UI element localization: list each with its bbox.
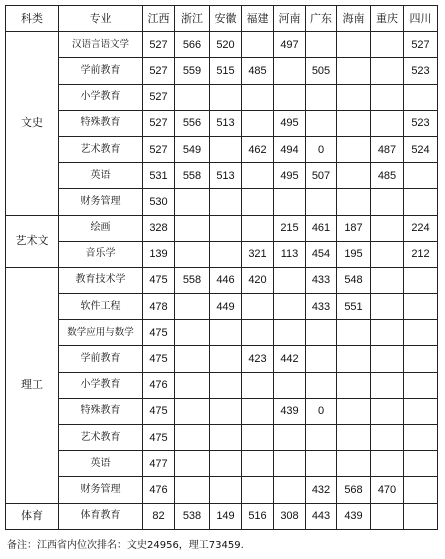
score-cell: 558: [175, 163, 210, 189]
score-cell: [210, 425, 242, 451]
major-cell: 财务管理: [59, 477, 143, 503]
column-header: 安徽: [210, 6, 242, 32]
score-cell: [337, 163, 371, 189]
score-cell: 527: [404, 32, 438, 58]
table-row: [6, 346, 438, 372]
major-cell: 学前教育: [59, 346, 143, 372]
major-cell: 数学应用与数学: [59, 320, 143, 346]
score-cell: [274, 372, 306, 398]
score-cell: 149: [210, 503, 242, 529]
score-cell: 475: [143, 267, 175, 293]
score-cell: [371, 425, 404, 451]
score-cell: [371, 215, 404, 241]
table-row: [6, 110, 438, 136]
score-cell: [306, 189, 337, 215]
score-cell: [210, 84, 242, 110]
score-cell: [242, 110, 274, 136]
score-cell: [274, 451, 306, 477]
major-cell: 特殊教育: [59, 110, 143, 136]
category-cell: 理工: [6, 267, 59, 503]
major-cell: 财务管理: [59, 189, 143, 215]
category-cell: 文史: [6, 32, 59, 215]
score-cell: 113: [274, 241, 306, 267]
score-cell: [242, 163, 274, 189]
score-cell: 432: [306, 477, 337, 503]
score-cell: 82: [143, 503, 175, 529]
score-cell: 0: [306, 398, 337, 424]
column-header: 河南: [274, 6, 306, 32]
score-cell: 494: [274, 136, 306, 162]
major-cell: 绘画: [59, 215, 143, 241]
score-cell: 224: [404, 215, 438, 241]
score-cell: 505: [306, 58, 337, 84]
score-cell: [210, 320, 242, 346]
score-cell: [306, 346, 337, 372]
major-cell: 汉语言语文学: [59, 32, 143, 58]
score-cell: [404, 425, 438, 451]
score-cell: 446: [210, 267, 242, 293]
footnote: 备注：江西省内位次排名：文史24956，理工73459.: [7, 540, 244, 551]
score-cell: [175, 320, 210, 346]
major-cell: 小学教育: [59, 372, 143, 398]
score-cell: [371, 372, 404, 398]
score-cell: [274, 294, 306, 320]
table-row: [6, 163, 438, 189]
score-cell: [337, 346, 371, 372]
score-cell: [306, 372, 337, 398]
score-cell: [404, 267, 438, 293]
score-cell: 443: [306, 503, 337, 529]
score-cell: [242, 451, 274, 477]
column-header: 福建: [242, 6, 274, 32]
score-cell: 187: [337, 215, 371, 241]
score-cell: 566: [175, 32, 210, 58]
score-cell: [337, 110, 371, 136]
score-cell: [404, 346, 438, 372]
score-cell: 462: [242, 136, 274, 162]
score-cell: 423: [242, 346, 274, 372]
score-cell: 487: [371, 136, 404, 162]
score-cell: 527: [143, 136, 175, 162]
score-cell: [404, 372, 438, 398]
table-row: [6, 32, 438, 58]
table-row: [6, 398, 438, 424]
score-cell: [175, 346, 210, 372]
score-cell: [306, 32, 337, 58]
score-cell: [242, 425, 274, 451]
score-cell: 439: [337, 503, 371, 529]
score-cell: 515: [210, 58, 242, 84]
score-cell: [274, 84, 306, 110]
score-cell: [404, 163, 438, 189]
score-cell: [242, 32, 274, 58]
table-row: [6, 84, 438, 110]
major-cell: 艺术教育: [59, 136, 143, 162]
table-row: [6, 320, 438, 346]
score-cell: [404, 294, 438, 320]
score-cell: 308: [274, 503, 306, 529]
score-cell: [404, 477, 438, 503]
score-cell: 476: [143, 477, 175, 503]
score-cell: 449: [210, 294, 242, 320]
score-cell: 495: [274, 163, 306, 189]
score-cell: [371, 294, 404, 320]
score-cell: 507: [306, 163, 337, 189]
score-cell: 439: [274, 398, 306, 424]
score-cell: [274, 320, 306, 346]
column-header: 四川: [404, 6, 438, 32]
major-cell: 英语: [59, 451, 143, 477]
column-header: 浙江: [175, 6, 210, 32]
score-cell: [274, 267, 306, 293]
score-cell: [210, 398, 242, 424]
score-cell: [337, 451, 371, 477]
table-row: [6, 372, 438, 398]
major-cell: 特殊教育: [59, 398, 143, 424]
score-cell: 538: [175, 503, 210, 529]
score-cell: [337, 398, 371, 424]
major-cell: 小学教育: [59, 84, 143, 110]
table-row: [6, 451, 438, 477]
category-cell: 体育: [6, 503, 59, 529]
score-cell: [242, 477, 274, 503]
score-cell: [210, 372, 242, 398]
score-cell: [404, 320, 438, 346]
table-row: [6, 294, 438, 320]
score-cell: [242, 294, 274, 320]
score-cell: 527: [143, 58, 175, 84]
table-row: [6, 425, 438, 451]
score-cell: [175, 372, 210, 398]
score-cell: [337, 189, 371, 215]
score-cell: [175, 215, 210, 241]
major-cell: 英语: [59, 163, 143, 189]
score-cell: 513: [210, 163, 242, 189]
score-cell: 558: [175, 267, 210, 293]
score-cell: [337, 425, 371, 451]
score-cell: [274, 477, 306, 503]
score-cell: [404, 189, 438, 215]
score-cell: 513: [210, 110, 242, 136]
score-cell: 531: [143, 163, 175, 189]
header-row: [6, 6, 438, 32]
score-cell: 475: [143, 346, 175, 372]
score-cell: 475: [143, 320, 175, 346]
score-cell: [274, 189, 306, 215]
score-cell: 527: [143, 84, 175, 110]
score-cell: [242, 189, 274, 215]
score-cell: 548: [337, 267, 371, 293]
score-cell: 321: [242, 241, 274, 267]
score-cell: [274, 58, 306, 84]
score-cell: 556: [175, 110, 210, 136]
score-cell: [175, 189, 210, 215]
score-cell: 433: [306, 267, 337, 293]
score-cell: 442: [274, 346, 306, 372]
score-cell: [175, 84, 210, 110]
score-cell: [337, 84, 371, 110]
score-cell: [371, 189, 404, 215]
score-table: [5, 5, 438, 530]
score-cell: 470: [371, 477, 404, 503]
score-cell: 527: [143, 32, 175, 58]
score-cell: [210, 136, 242, 162]
table-row: [6, 503, 438, 529]
score-cell: 530: [143, 189, 175, 215]
score-cell: [371, 398, 404, 424]
score-cell: 559: [175, 58, 210, 84]
score-cell: [242, 398, 274, 424]
major-cell: 软件工程: [59, 294, 143, 320]
score-cell: 328: [143, 215, 175, 241]
score-cell: [210, 477, 242, 503]
table-body: [6, 32, 438, 530]
major-cell: 学前教育: [59, 58, 143, 84]
score-cell: [404, 503, 438, 529]
score-cell: [306, 84, 337, 110]
score-cell: 139: [143, 241, 175, 267]
table-row: [6, 215, 438, 241]
score-cell: 523: [404, 58, 438, 84]
table-row: [6, 241, 438, 267]
score-cell: [337, 136, 371, 162]
table-row: [6, 477, 438, 503]
score-cell: [337, 320, 371, 346]
score-cell: [175, 294, 210, 320]
score-cell: [337, 372, 371, 398]
score-cell: [210, 451, 242, 477]
score-cell: 478: [143, 294, 175, 320]
column-header: 科类: [6, 6, 59, 32]
score-cell: [210, 215, 242, 241]
score-cell: 476: [143, 372, 175, 398]
score-cell: [306, 320, 337, 346]
score-cell: 195: [337, 241, 371, 267]
score-cell: [242, 215, 274, 241]
column-header: 广东: [306, 6, 337, 32]
score-cell: [210, 241, 242, 267]
score-cell: [242, 320, 274, 346]
score-cell: 551: [337, 294, 371, 320]
score-cell: 516: [242, 503, 274, 529]
score-cell: [175, 398, 210, 424]
score-cell: [371, 320, 404, 346]
column-header: 海南: [337, 6, 371, 32]
score-cell: 527: [143, 110, 175, 136]
score-cell: [371, 241, 404, 267]
score-cell: 477: [143, 451, 175, 477]
score-cell: [404, 398, 438, 424]
score-cell: [175, 425, 210, 451]
category-cell: 艺术文: [6, 215, 59, 267]
table-row: [6, 267, 438, 293]
score-cell: [371, 267, 404, 293]
score-cell: [371, 110, 404, 136]
table-row: [6, 189, 438, 215]
major-cell: 教育技术学: [59, 267, 143, 293]
score-cell: 495: [274, 110, 306, 136]
score-cell: [242, 84, 274, 110]
score-cell: [306, 110, 337, 136]
score-cell: [371, 503, 404, 529]
score-cell: [306, 451, 337, 477]
score-cell: 475: [143, 398, 175, 424]
score-cell: 212: [404, 241, 438, 267]
score-cell: [175, 451, 210, 477]
major-cell: 艺术教育: [59, 425, 143, 451]
score-cell: 485: [242, 58, 274, 84]
column-header: 专业: [59, 6, 143, 32]
score-cell: [371, 58, 404, 84]
score-cell: 475: [143, 425, 175, 451]
score-cell: 520: [210, 32, 242, 58]
score-cell: [210, 346, 242, 372]
score-cell: [337, 58, 371, 84]
table-row: [6, 136, 438, 162]
score-cell: 461: [306, 215, 337, 241]
score-cell: 497: [274, 32, 306, 58]
score-cell: [371, 84, 404, 110]
score-cell: 524: [404, 136, 438, 162]
score-cell: [175, 241, 210, 267]
table-row: [6, 58, 438, 84]
score-cell: [404, 451, 438, 477]
score-cell: [242, 372, 274, 398]
score-cell: [404, 84, 438, 110]
score-cell: [210, 189, 242, 215]
score-cell: 485: [371, 163, 404, 189]
score-cell: [371, 451, 404, 477]
score-cell: 215: [274, 215, 306, 241]
score-cell: 568: [337, 477, 371, 503]
column-header: 江西: [143, 6, 175, 32]
score-cell: 523: [404, 110, 438, 136]
column-header: 重庆: [371, 6, 404, 32]
score-cell: 420: [242, 267, 274, 293]
score-cell: 433: [306, 294, 337, 320]
score-cell: 0: [306, 136, 337, 162]
major-cell: 体育教育: [59, 503, 143, 529]
score-cell: [371, 346, 404, 372]
score-cell: [175, 477, 210, 503]
score-cell: [306, 425, 337, 451]
score-cell: [337, 32, 371, 58]
score-cell: [371, 32, 404, 58]
score-cell: [274, 425, 306, 451]
major-cell: 音乐学: [59, 241, 143, 267]
score-cell: 549: [175, 136, 210, 162]
score-cell: 454: [306, 241, 337, 267]
